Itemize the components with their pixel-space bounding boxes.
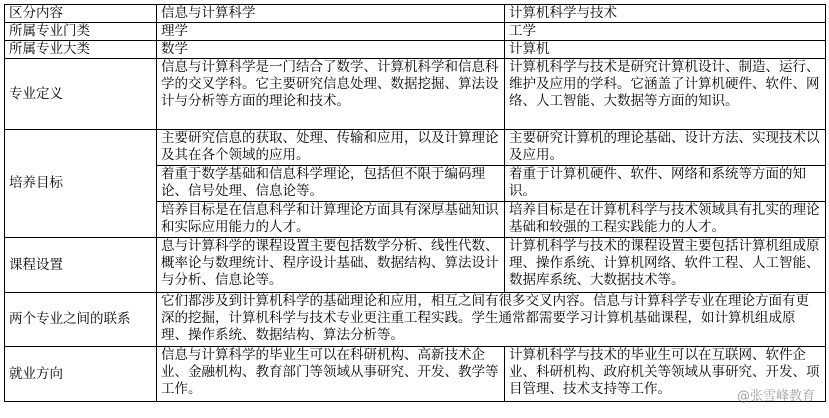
table-row [5, 59, 826, 130]
row-label: 两个专业之间的联系 [5, 293, 157, 347]
table-cell: 主要研究计算机的理论基础、设计方法、实现技术以及应用。 [505, 130, 826, 166]
comparison-table [4, 4, 826, 402]
table-row [5, 41, 826, 59]
table-cell: 着重于计算机硬件、软件、网络和系统等方面的知识。 [505, 166, 826, 202]
table-cell: 数学 [157, 41, 505, 59]
watermark: @张雪峰教育 [736, 389, 815, 404]
header-cell-category: 区分内容 [5, 5, 157, 23]
table-cell: 计算机 [505, 41, 826, 59]
table-header-row [5, 5, 826, 23]
table-row [5, 293, 826, 347]
table-cell: 工学 [505, 23, 826, 41]
table-cell: 息与计算科学的课程设置主要包括数学分析、线性代数、概率论与数理统计、程序设计基础、数据结构、算法设计与分析、信息论等。 [157, 238, 505, 293]
table-cell: 信息与计算科学是一门结合了数学、计算机科学和信息科学的交叉学科。它主要研究信息处理、数据挖掘、算法设计与分析等方面的理论和技术。 [157, 59, 505, 130]
header-cell-info-computing: 信息与计算科学 [157, 5, 505, 23]
table-cell: 培养目标是在信息科学和计算理论方面具有深厚基础知识和实际应用能力的人才。 [157, 202, 505, 238]
table-cell: 它们都涉及到计算机科学的基础理论和应用，相互之间有很多交叉内容。信息与计算科学专业在理论方面有更深的挖掘，计算机科学与技术专业更注重工程实践。学生通常都需要学习计算机基础课程，如计算机组成原理、操作系统、数据结构、算法分析等。 [157, 293, 826, 347]
row-label: 课程设置 [5, 238, 157, 293]
table-cell: 着重于数学基础和信息科学理论，包括但不限于编码理论、信号处理、信息论等。 [157, 166, 505, 202]
table-row [5, 23, 826, 41]
table-cell: 主要研究信息的获取、处理、传输和应用，以及计算理论及其在各个领域的应用。 [157, 130, 505, 166]
row-label: 所属专业门类 [5, 23, 157, 41]
table-row [5, 347, 826, 402]
row-label: 专业定义 [5, 59, 157, 130]
table-row [5, 238, 826, 293]
row-label: 所属专业大类 [5, 41, 157, 59]
table-cell: 计算机科学与技术的课程设置主要包括计算机组成原理、操作系统、计算机网络、软件工程、人工智能、数据库系统、大数据技术等。 [505, 238, 826, 293]
table-cell: 计算机科学与技术的毕业生可以在互联网、软件企业、科研机构、政府机关等领域从事研究、开发、项目管理、技术支持等工作。 [505, 347, 826, 402]
row-label: 就业方向 [5, 347, 157, 402]
table-row [5, 130, 826, 166]
table-cell: 计算机科学与技术是研究计算机设计、制造、运行、维护及应用的学科。它涵盖了计算机硬件、软件、网络、人工智能、大数据等方面的知识。 [505, 59, 826, 130]
table-cell: 理学 [157, 23, 505, 41]
header-cell-cs-tech: 计算机科学与技术 [505, 5, 826, 23]
row-label: 培养目标 [5, 130, 157, 238]
table-cell: 信息与计算科学的毕业生可以在科研机构、高新技术企业、金融机构、教育部门等领域从事研究、开发、教学等工作。 [157, 347, 505, 402]
table-cell: 培养目标是在计算机科学与技术领域具有扎实的理论基础和较强的工程实践能力的人才。 [505, 202, 826, 238]
